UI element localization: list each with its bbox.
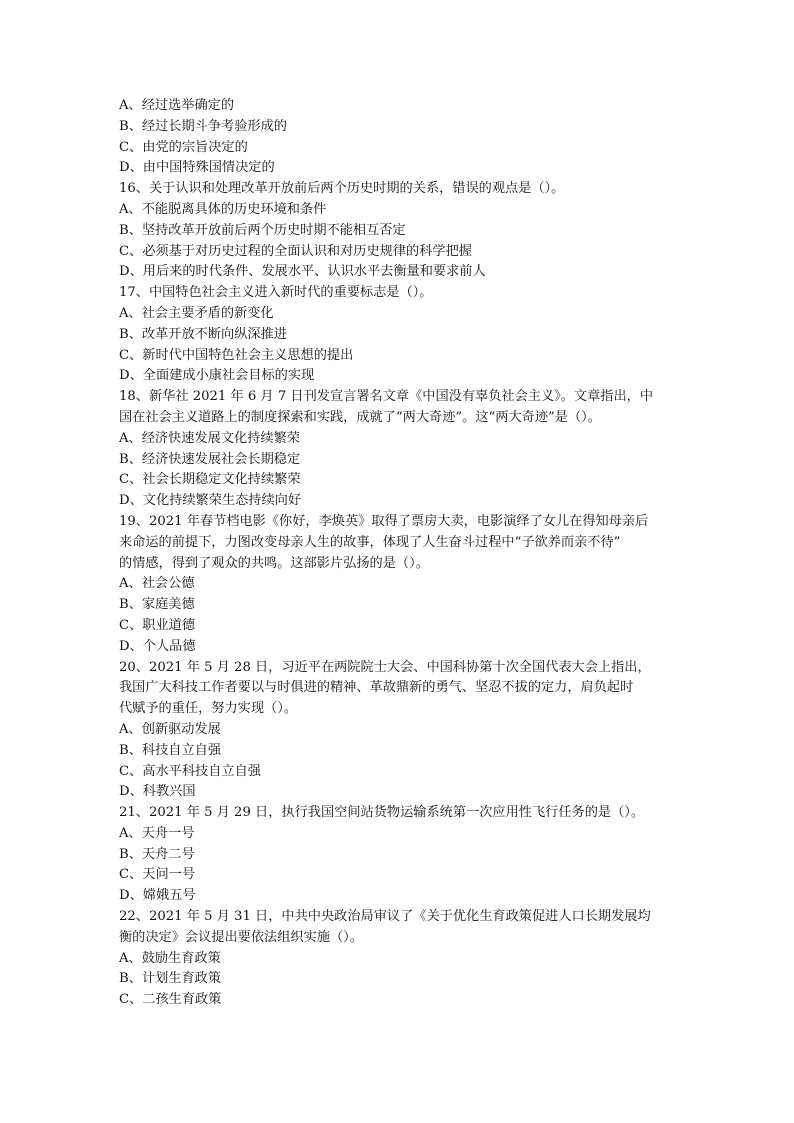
- text-line: B、家庭美德: [119, 597, 195, 613]
- text-line: C、新时代中国特色社会主义思想的提出: [119, 347, 354, 363]
- text-line: C、高水平科技自立自强: [119, 763, 261, 779]
- text-line: 21、2021 年 5 月 29 日，执行我国空间站货物运输系统第一次应用性飞行任务的是（）。: [119, 805, 645, 821]
- text-line: D、科教兴国: [119, 784, 196, 800]
- text-line: C、二孩生育政策: [119, 992, 222, 1008]
- text-line: A、鼓励生育政策: [119, 950, 221, 966]
- document-body: [119, 96, 679, 1011]
- text-line: B、科技自立自强: [119, 742, 222, 758]
- text-line: D、个人品德: [119, 638, 196, 654]
- text-line: D、由中国特殊国情决定的: [119, 160, 275, 176]
- text-line: 16、关于认识和处理改革开放前后两个历史时期的关系，错误的观点是（）。: [119, 181, 565, 197]
- text-line: 代赋予的重任，努力实现（）。: [119, 701, 298, 717]
- text-line: A、天舟一号: [119, 825, 195, 841]
- text-line: 国在社会主义道路上的制度探索和实践，成就了“两大奇迹”。这“两大奇迹”是（）。: [119, 409, 601, 425]
- text-line: C、必须基于对历史过程的全面认识和对历史规律的科学把握: [119, 243, 472, 259]
- text-line: A、社会主要矛盾的新变化: [119, 305, 274, 321]
- text-line: D、用后来的时代条件、发展水平、认识水平去衡量和要求前人: [119, 264, 486, 280]
- text-line: 18、新华社 2021 年 6 月 7 日刊发宣言署名文章《中国没有辜负社会主义》。文章指出，中: [119, 389, 654, 405]
- text-line: B、经济快速发展社会长期稳定: [119, 451, 301, 467]
- text-line: 来命运的前提下，力图改变母亲人生的故事，体现了人生奋斗过程中“子欲养而亲不待”: [119, 534, 621, 550]
- text-line: C、由党的宗旨决定的: [119, 139, 248, 155]
- text-line: B、计划生育政策: [119, 971, 222, 987]
- text-line: A、社会公德: [119, 576, 195, 592]
- text-line: A、经过选举确定的: [119, 98, 235, 113]
- text-line: A、不能脱离具体的历史环境和条件: [119, 201, 327, 217]
- text-line: A、经济快速发展文化持续繁荣: [119, 430, 300, 446]
- text-line: C、社会长期稳定文化持续繁荣: [119, 472, 301, 488]
- text-line: 我国广大科技工作者要以与时俱进的精神、革故鼎新的勇气、坚忍不拔的定力，肩负起时: [119, 680, 634, 696]
- text-line: A、创新驱动发展: [119, 721, 221, 737]
- text-line: D、文化持续繁荣生态持续向好: [119, 493, 302, 509]
- text-line: C、职业道德: [119, 617, 196, 633]
- text-line: C、天问一号: [119, 867, 196, 883]
- text-line: D、全面建成小康社会目标的实现: [119, 368, 315, 384]
- text-line: D、嫦娥五号: [119, 888, 196, 904]
- text-line: B、改革开放不断向纵深推进: [119, 326, 287, 342]
- text-line: 22、2021 年 5 月 31 日，中共中央政治局审议了《关于优化生育政策促进人口长期发展均: [119, 909, 651, 925]
- text-line: 19、2021 年春节档电影《你好，李焕英》取得了票房大卖，电影演绎了女儿在得知母亲后: [119, 513, 649, 529]
- text-line: B、天舟二号: [119, 846, 195, 862]
- text-line: 17、中国特色社会主义进入新时代的重要标志是（）。: [119, 285, 433, 301]
- text-line: B、经过长期斗争考验形成的: [119, 118, 287, 134]
- text-line: B、坚持改革开放前后两个历史时期不能相互否定: [119, 222, 406, 238]
- text-line: 的情感，得到了观众的共鸣。这部影片弘扬的是（）。: [119, 555, 429, 571]
- text-line: 衡的决定》会议提出要依法组织实施（）。: [119, 929, 363, 945]
- text-line: 20、2021 年 5 月 28 日，习近平在两院院士大会、中国科协第十次全国代表大会上指出，: [119, 659, 651, 675]
